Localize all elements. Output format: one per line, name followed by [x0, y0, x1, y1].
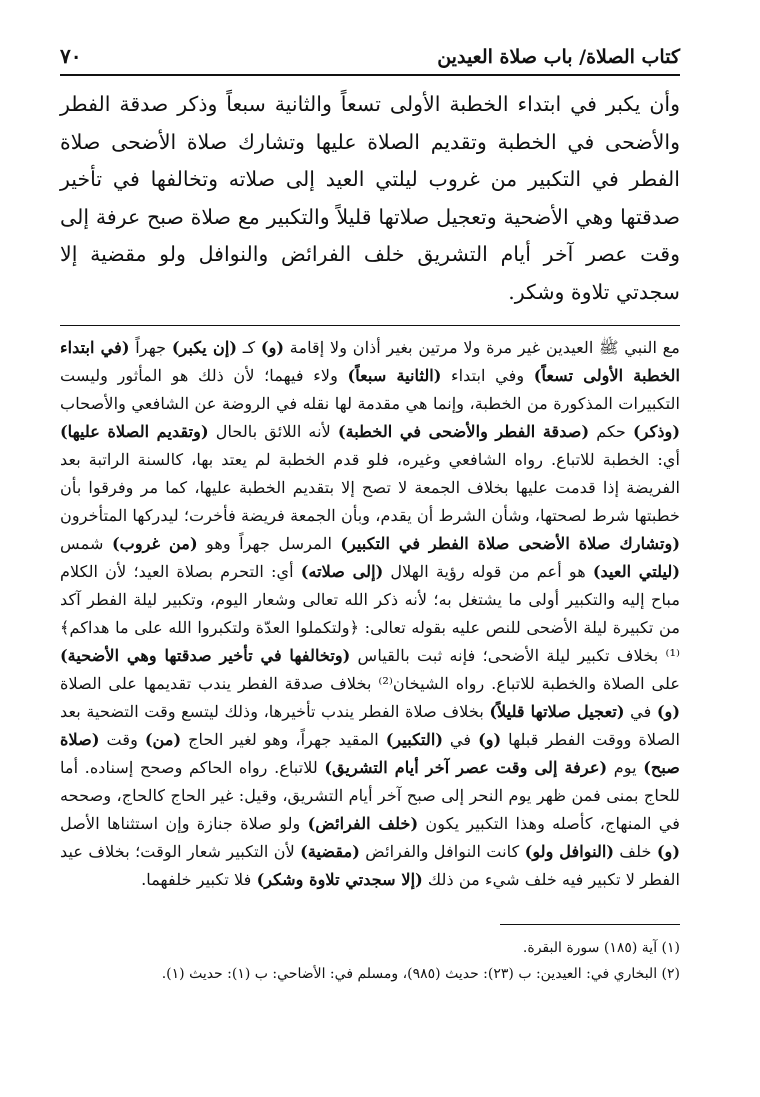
- commentary-bold-phrase: (صلاة صبح): [60, 730, 680, 777]
- footnotes: [60, 935, 680, 987]
- commentary-bold-phrase: (في ابتداء الخطبة الأولى تسعاً): [60, 338, 680, 385]
- running-title: كتاب الصلاة/ باب صلاة العيدين: [437, 46, 680, 68]
- commentary-bold-phrase: (و): [656, 702, 680, 721]
- commentary-run: لأن التكبير شعار الوقت؛ بخلاف عيد الفطر لا تكبير فيه خلف شيء من ذلك: [60, 842, 680, 889]
- commentary-run: وقت: [99, 730, 145, 749]
- commentary-run: في: [624, 702, 657, 721]
- commentary-bold-phrase: (ليلتي العيد): [592, 562, 680, 581]
- commentary-bold-phrase: (و): [260, 338, 285, 357]
- commentary-bold-phrase: (تعجيل صلاتها قليلاً): [489, 702, 625, 721]
- footnote-2: (٢) البخاري في: العيدين: ب (٢٣): حديث (٩٨٥)، ومسلم في: الأضاحي: ب (١): حديث (١).: [161, 966, 680, 982]
- page-header: [60, 40, 680, 76]
- commentary-run: فلا تكبير خلفهما.: [141, 870, 257, 889]
- commentary-bold-phrase: (إلا سجدتي تلاوة وشكر): [256, 870, 423, 889]
- footnote-1: (١) آية (١٨٥) سورة البقرة.: [522, 940, 680, 956]
- commentary-run: مع النبي ﷺ العيدين غير مرة ولا مرتين بغير أذان ولا إقامة: [284, 338, 680, 357]
- commentary-bold-phrase: (النوافل ولو): [524, 842, 615, 861]
- commentary-run: يوم: [607, 758, 644, 777]
- commentary-bold-phrase: (عرفة إلى وقت عصر آخر أيام التشريق): [324, 758, 608, 777]
- commentary-run: ولاء فيهما؛ لأن ذلك هو المأثور وليست التكبيرات المذكورة من الخطبة، وإنما هي مقدمة لها نقله في الروضة عن الشافعي والأصحاب: [60, 366, 680, 413]
- footnote-divider: [500, 924, 680, 925]
- commentary-bold-phrase: (التكبير): [385, 730, 443, 749]
- commentary-text: [60, 334, 680, 894]
- commentary-bold-phrase: (الثانية سبعاً): [347, 366, 442, 385]
- commentary-bold-phrase: (من): [144, 730, 182, 749]
- commentary-run: في: [443, 730, 479, 749]
- commentary-run: أي: الخطبة للاتباع. رواه الشافعي وغيره، فلو قدم الخطبة لم يعتد بها، كالسنة الراتبة بعد الفريضة إذا قدمت عليها بخلاف الجمعة لا تصح إلا بتقديم الخطبة عليها، كما مر وفرقوا بأن خطبتها شرط لصحتها، وشأن الشرط أن يقدم، وبأن الجمعة فريضة فأخرت؛ ليدركها المتأخرون: [60, 450, 680, 525]
- commentary-bold-phrase: (إلى صلاته): [300, 562, 384, 581]
- commentary-bold-phrase: (و): [478, 730, 502, 749]
- commentary-run: كانت النوافل والفرائض: [359, 842, 525, 861]
- main-text: وأن يكبر في ابتداء الخطبة الأولى تسعاً والثانية سبعاً وذكر صدقة الفطر والأضحى في الخطبة وتقديم الصلاة عليها وتشارك صلاة الأضحى صلاة الفطر في التكبير من غروب ليلتي العيد إلى صلاته وتخالفها في تأخير صدقتها وهي الأضحية وتعجيل صلاتها قليلاً والتكبير مع صلاة صبح عرفة إلى وقت عصر آخر أيام التشريق خلف الفرائض والنوافل ولو مقضية إلا سجدتي تلاوة وشكر.: [60, 92, 680, 304]
- commentary-run: كـ: [237, 338, 261, 357]
- commentary-bold-phrase: (مقضية): [300, 842, 360, 861]
- commentary-bold-phrase: (وتشارك صلاة الأضحى صلاة الفطر في التكبير): [340, 534, 680, 553]
- commentary-run: وفي ابتداء: [441, 366, 534, 385]
- commentary-bold-phrase: (إن يكبر): [171, 338, 238, 357]
- commentary-bold-phrase: (و): [656, 842, 680, 861]
- commentary-run: المقيد جهراً، وهو لغير الحاج: [181, 730, 386, 749]
- commentary-bold-phrase: (وتقديم الصلاة عليها): [60, 422, 209, 441]
- commentary-run: لأنه اللائق بالحال: [208, 422, 338, 441]
- commentary-run: للاتباع. رواه الحاكم وصحح إسناده. أما للحاج بمنى فمن ظهر يوم النحر إلى صبح آخر أيام التشريق، وقيل: غير الحاج كالحاج، وصححه في المنهاج، كأصله وهذا التكبير يكون: [60, 758, 680, 833]
- commentary-run: أي: التحرم بصلاة العيد؛ لأن الكلام مباح إليه والتكبير أولى ما يشتغل به؛ لأنه ذكر الله تعالى وشعار اليوم، وتكبير ليلة الفطر آكد من تكبيرة ليلة الأضحى للنص عليه بقوله تعالى: ﴿ولتكملوا العدّة ولتكبروا الله على ما هداكم﴾⁽¹⁾ بخلاف تكبير ليلة الأضحى؛ فإنه ثبت بالقياس: [60, 562, 680, 665]
- commentary-run: بخلاف صلاة الفطر يندب تأخيرها، وذلك ليتسع وقت التضحية بعد الصلاة ووقت الفطر قبلها: [60, 702, 680, 749]
- commentary-bold-phrase: (خلف الفرائض): [307, 814, 419, 833]
- commentary-run: شمس: [60, 534, 112, 553]
- commentary-run: المرسل جهراً وهو: [197, 534, 341, 553]
- commentary-run: خلف: [614, 842, 657, 861]
- page-number: ٧٠: [60, 44, 82, 68]
- commentary-bold-phrase: (صدقة الفطر والأضحى في الخطبة): [337, 422, 590, 441]
- document-page: [60, 40, 680, 987]
- commentary-run: على الصلاة والخطبة للاتباع. رواه الشيخان⁽²⁾ بخلاف صدقة الفطر يندب تقديمها على الصلاة: [60, 674, 680, 693]
- commentary-run: حكم: [589, 422, 634, 441]
- commentary-run: هو أعم من قوله رؤية الهلال: [383, 562, 593, 581]
- commentary-run: جهراً: [129, 338, 172, 357]
- text-divider: [60, 325, 680, 326]
- commentary-run: ولو صلاة جنازة وإن استثناها الأصل: [60, 814, 308, 833]
- commentary-bold-phrase: (وتخالفها في تأخير صدقتها وهي الأضحية): [60, 646, 351, 665]
- commentary-bold-phrase: (من غروب): [111, 534, 198, 553]
- commentary-bold-phrase: (وذكر): [633, 422, 680, 441]
